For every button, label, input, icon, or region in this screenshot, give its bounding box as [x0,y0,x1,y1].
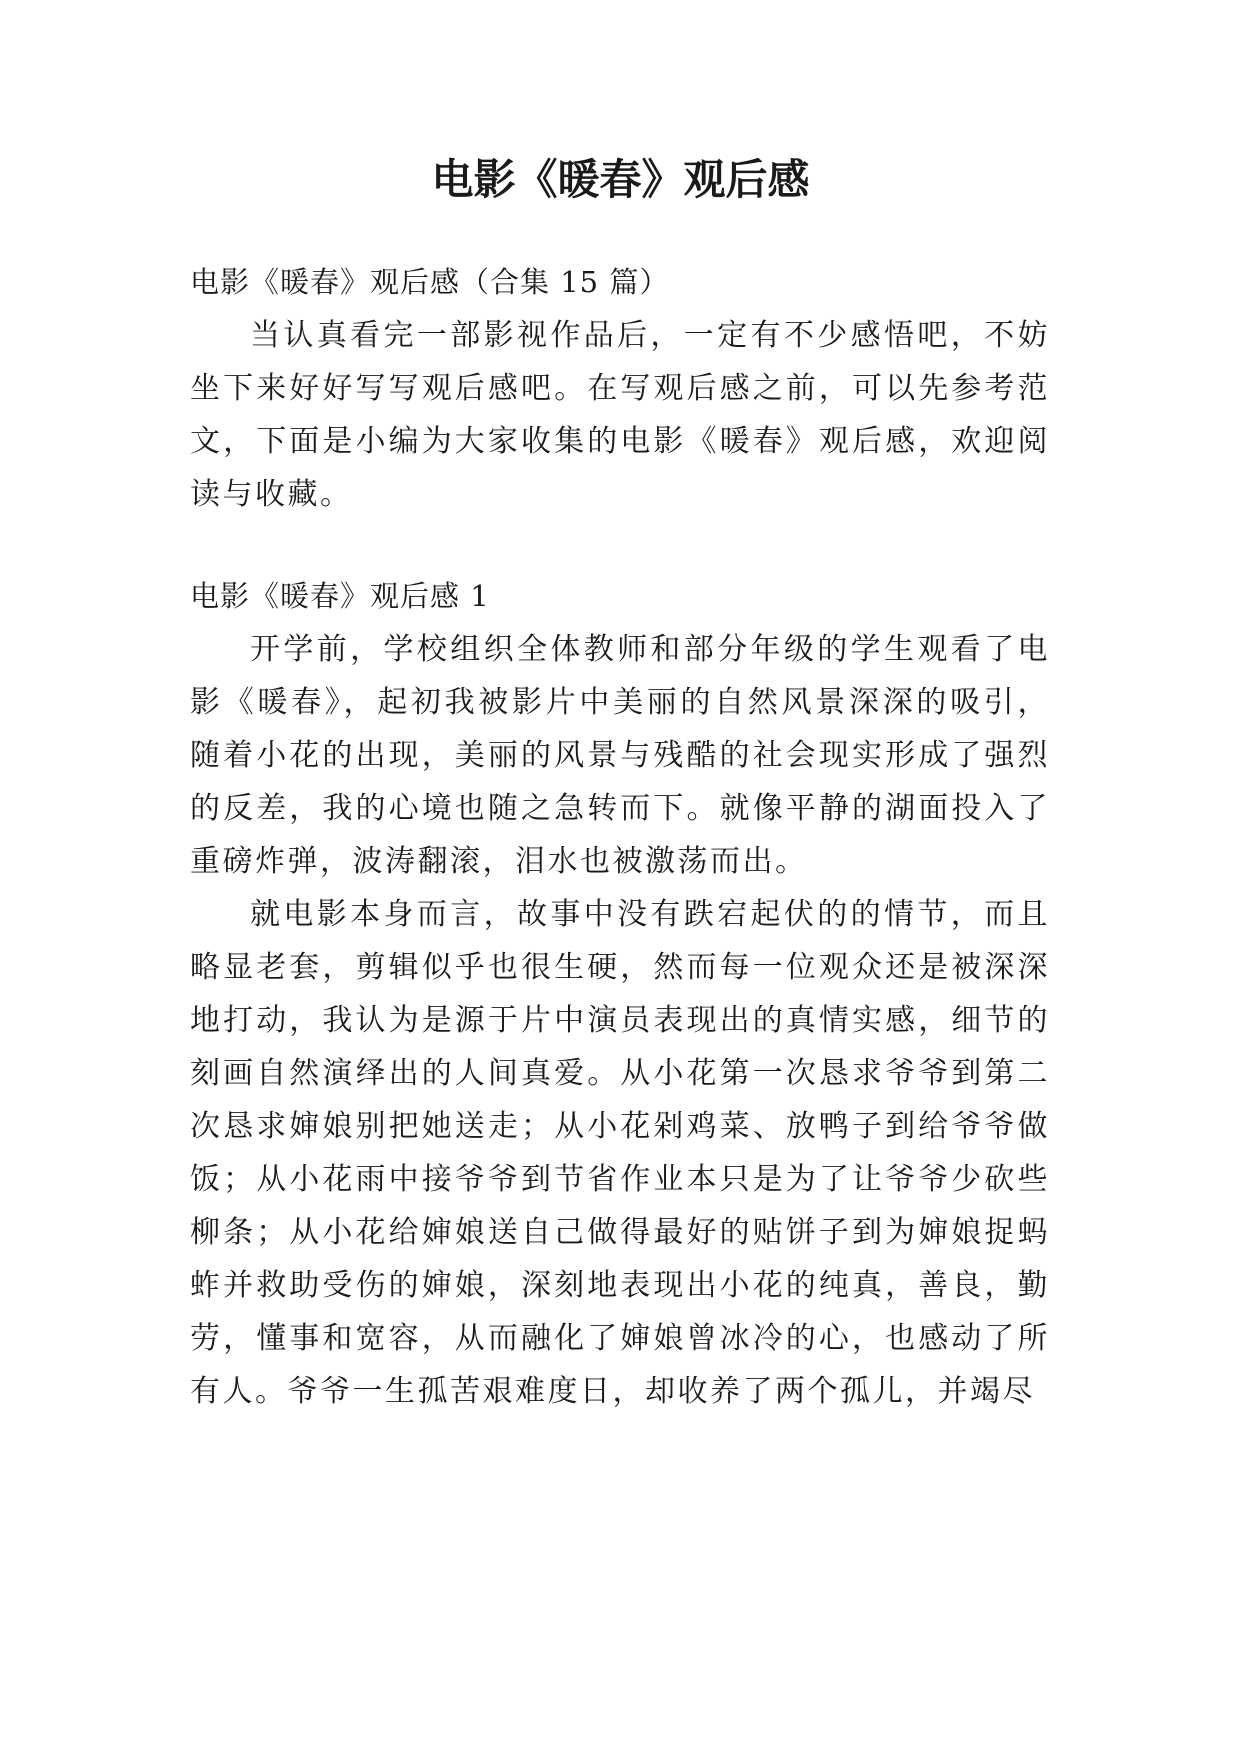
intro-paragraph: 当认真看完一部影视作品后，一定有不少感悟吧，不妨坐下来好好写写观后感吧。在写观后感之前，可以先参考范文，下面是小编为大家收集的电影《暖春》观后感，欢迎阅读与收藏。 [190,318,1050,512]
collection-heading: 电影《暖春》观后感（合集 15 篇） [190,265,670,299]
section-1-heading: 电影《暖春》观后感 1 [190,579,490,613]
document-title: 电影《暖春》观后感 [431,155,810,204]
section-1-paragraph-2: 就电影本身而言，故事中没有跌宕起伏的的情节，而且略显老套，剪辑似乎也很生硬，然而每一位观众还是被深深地打动，我认为是源于片中演员表现出的真情实感，细节的刻画自然演绎出的人间真爱。从小花第一次恳求爷爷到第二次恳求婶娘别把她送走；从小花剁鸡菜、放鸭子到给爷爷做饭；从小花雨中接爷爷到节省作业本只是为了让爷爷少砍些柳条；从小花给婶娘送自己做得最好的贴饼子到为婶娘捉蚂蚱并救助受伤的婶娘，深刻地表现出小花的纯真，善良，勤劳，懂事和宽容，从而融化了婶娘曾冰冷的心，也感动了所有人。爷爷一生孤苦艰难度日，却收养了两个孤儿，并竭尽 [190,897,1050,1409]
section-1-paragraph-1: 开学前，学校组织全体教师和部分年级的学生观看了电影《暖春》，起初我被影片中美丽的自然风景深深的吸引，随着小花的出现，美丽的风景与残酷的社会现实形成了强烈的反差，我的心境也随之急转而下。就像平静的湖面投入了重磅炸弹，波涛翻滚，泪水也被激荡而出。 [190,632,1050,879]
